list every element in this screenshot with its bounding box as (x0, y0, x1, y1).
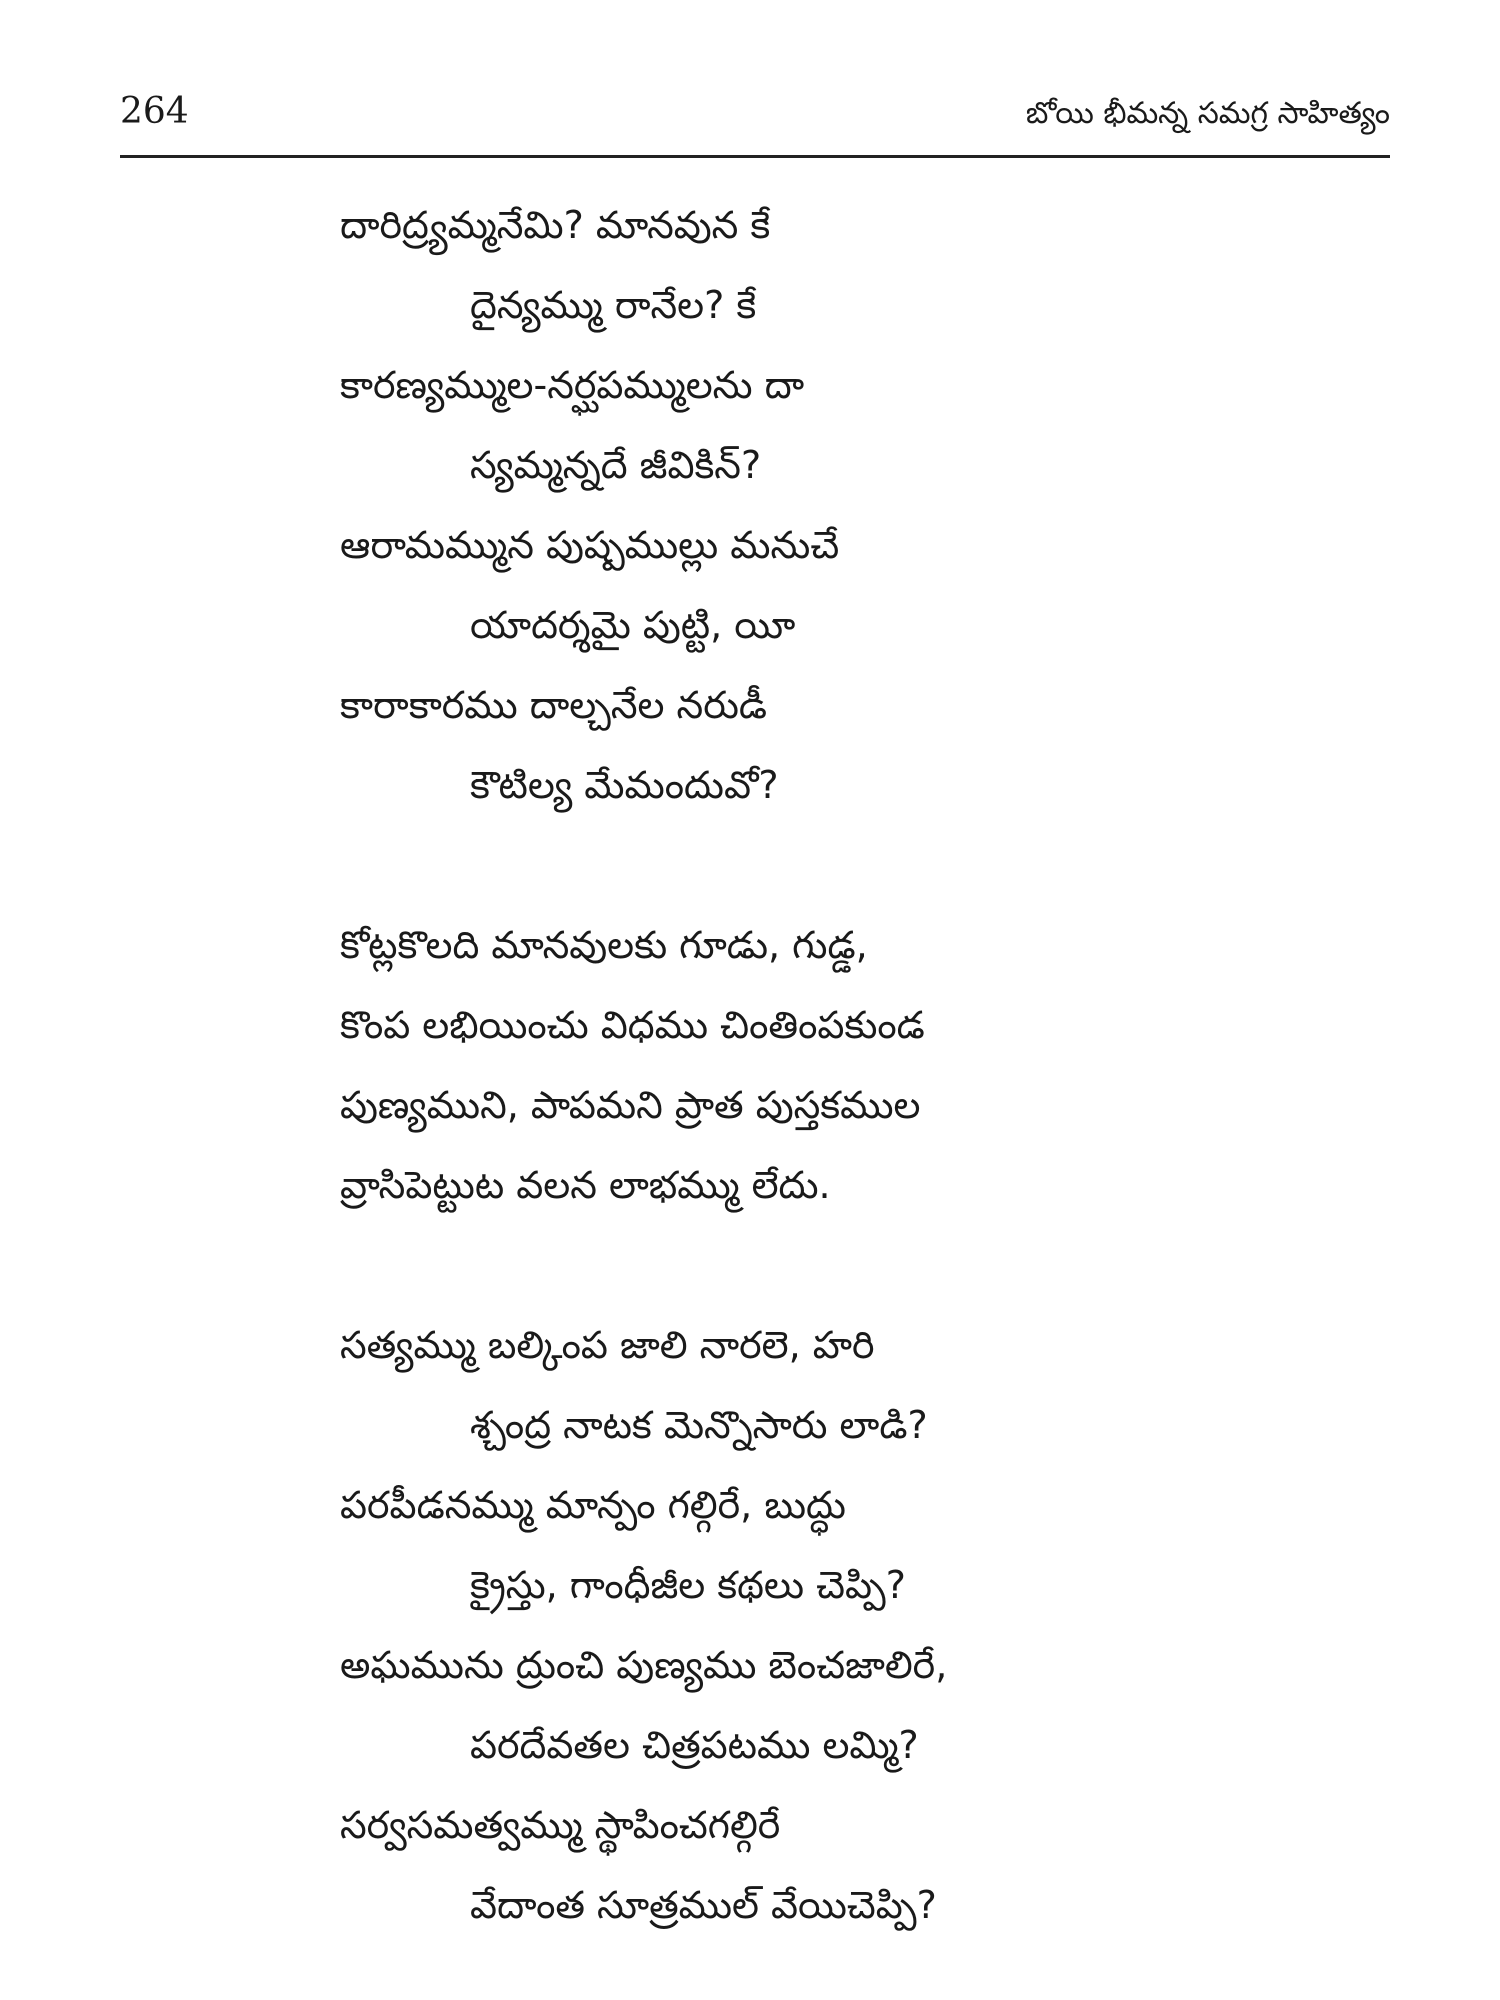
poem-line: ఆరామమ్మున పుష్పముల్లు మనుచే (340, 523, 840, 567)
stanza (340, 185, 1380, 825)
poem-line: కారాకారము దాల్చనేల నరుడీ (340, 683, 768, 727)
poem-line: కోట్లకొలది మానవులకు గూడు, గుడ్డ, (340, 923, 868, 967)
poem-line: దైన్యమ్ము రానేల? కే (470, 283, 757, 327)
poem-line: దారిద్ర్యమ్మనేమి? మానవున కే (340, 203, 771, 247)
page-header (120, 88, 1390, 148)
stanza (340, 1305, 1380, 1945)
poem-line: యాదర్శమై పుట్టి, యీ (470, 603, 796, 647)
poem-line: స్యమ్మన్నదే జీవికిన్? (470, 443, 762, 487)
poem-line: సర్వసమత్వమ్ము స్థాపించగల్గిరే (340, 1803, 781, 1847)
poem-line: కౌటిల్య మేమందువో? (470, 763, 779, 807)
poem-line: పరదేవతల చిత్రపటము లమ్మి? (470, 1723, 919, 1767)
poem-line: శ్చంద్ర నాటక మెన్నొసారు లాడి? (470, 1403, 928, 1447)
poem-line: కొంప లభియించు విధము చింతింపకుండ (340, 1003, 925, 1047)
header-rule (120, 155, 1390, 158)
poem-line: వ్రాసిపెట్టుట వలన లాభమ్ము లేదు. (340, 1163, 831, 1207)
poem-line: అఘమును ద్రుంచి పుణ్యము బెంచజాలిరే, (340, 1643, 948, 1687)
stanza (340, 905, 1380, 1225)
poem-line: పుణ్యముని, పాపమని ప్రాత పుస్తకముల (340, 1083, 921, 1127)
poem-line: వేదాంత సూత్రముల్ వేయిచెప్పి? (470, 1883, 937, 1927)
poem-line: కారణ్యమ్ముల-నర్ఘపమ్ములను దా (340, 363, 805, 407)
poem-body (340, 185, 1380, 1945)
poem-line: క్రైస్తు, గాంధీజీల కథలు చెప్పి? (470, 1563, 906, 1607)
running-title: బోయి భీమన్న సమగ్ర సాహిత్యం (1025, 96, 1390, 131)
page-number: 264 (120, 91, 189, 132)
poem-line: సత్యమ్ము బల్కింప జాలి నారలె, హరి (340, 1323, 875, 1367)
poem-line: పరపీడనమ్ము మాన్పం గల్గిరే, బుద్ధు (340, 1483, 846, 1527)
